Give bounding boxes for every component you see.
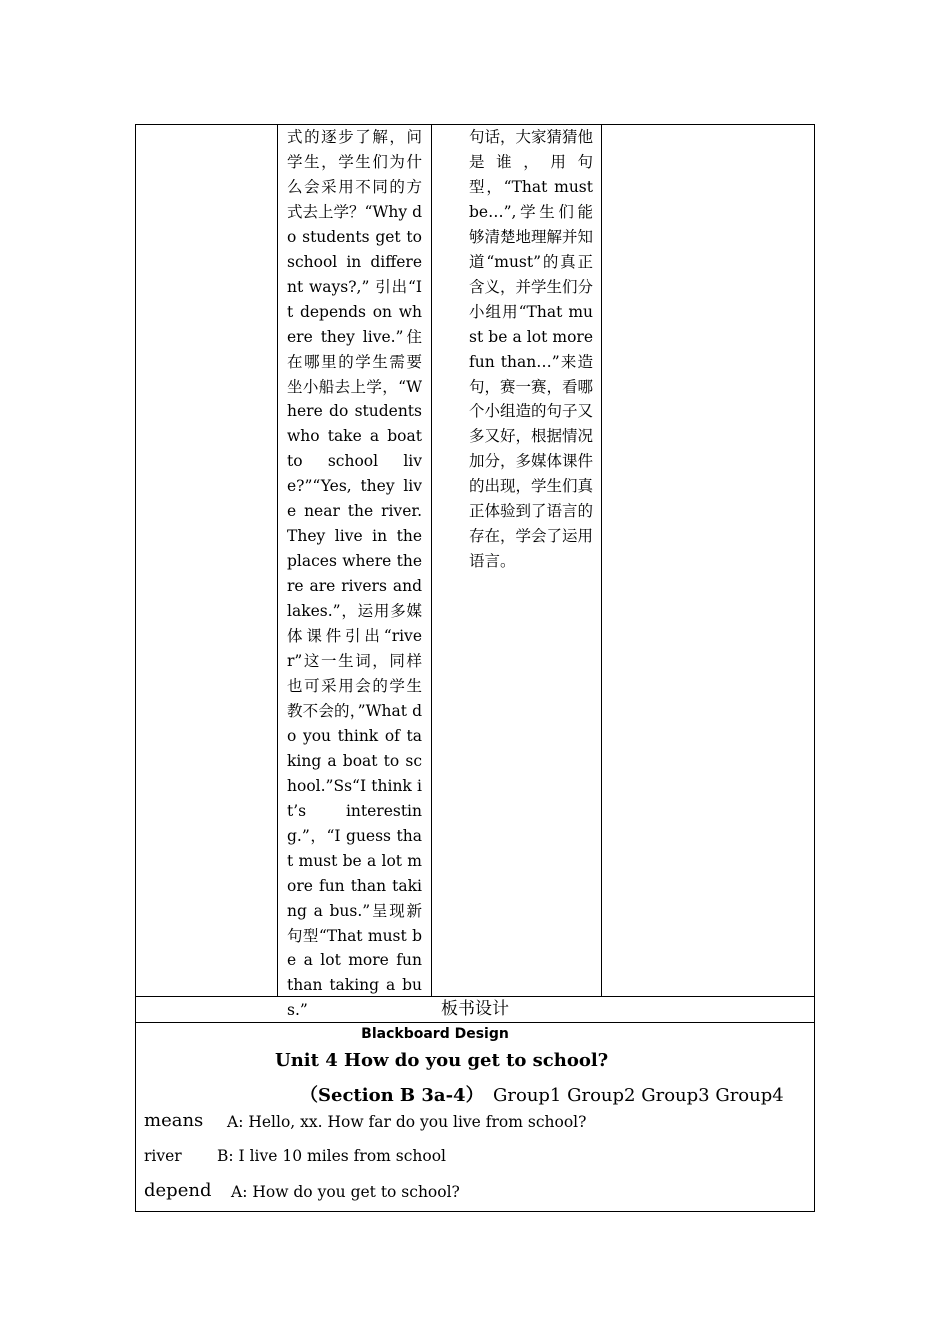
group-list: Group1 Group2 Group3 Group4 bbox=[493, 1085, 784, 1106]
column-divider-1 bbox=[277, 124, 278, 997]
blackboard-heading-en: Blackboard Design bbox=[361, 1026, 509, 1042]
design-intent-text: 句话，大家猜猜他是谁，用句型，“That must be…”,学生们能够清楚地理解并知道“must”的真正含义，并学生们分小组用“That must be a lot more fun than…”来造句，赛一赛，看哪个小组造的句子又多又好，根据情况加分，多媒体课件的出现，学生们真正体验到了语言的存在，学会了运用语言。 bbox=[469, 128, 594, 571]
row-divider-2 bbox=[135, 1022, 815, 1023]
dialogue-line-2: B: I live 10 miles from school bbox=[217, 1147, 447, 1165]
teaching-process-text: 式的逐步了解，问学生，学生们为什么会采用不同的方式去上学？“Why do students get to school in different ways?,” 引出“It depends on where they live.”住在哪里的学生需要坐小船去上学，“Where do students who take a boat to school live?”“Yes, they live near the river. They live in the places where there are rivers and lakes.”，运用多媒体课件引出“river”这一生词，同样也可采用会的学生教不会的，”What do you think of taking a boat to school.”Ss“I think it’s interesting.”，“I guess that must be a lot more fun than taking a bus.”呈现新句型“That must be a lot more fun than taking a bus.” bbox=[287, 128, 422, 1020]
column-divider-3 bbox=[601, 124, 602, 997]
column-divider-2 bbox=[431, 124, 432, 997]
vocab-word-depend: depend bbox=[144, 1180, 212, 1201]
dialogue-line-3: A: How do you get to school? bbox=[231, 1183, 460, 1201]
vocab-word-means: means bbox=[144, 1110, 204, 1131]
vocab-word-river: river bbox=[144, 1147, 182, 1165]
unit-title: Unit 4 How do you get to school? bbox=[275, 1050, 609, 1071]
section-label: （Section B 3a-4） bbox=[300, 1085, 484, 1106]
dialogue-line-1: A: Hello, xx. How far do you live from school? bbox=[227, 1113, 587, 1131]
blackboard-heading-cn: 板书设计 bbox=[441, 999, 509, 1019]
